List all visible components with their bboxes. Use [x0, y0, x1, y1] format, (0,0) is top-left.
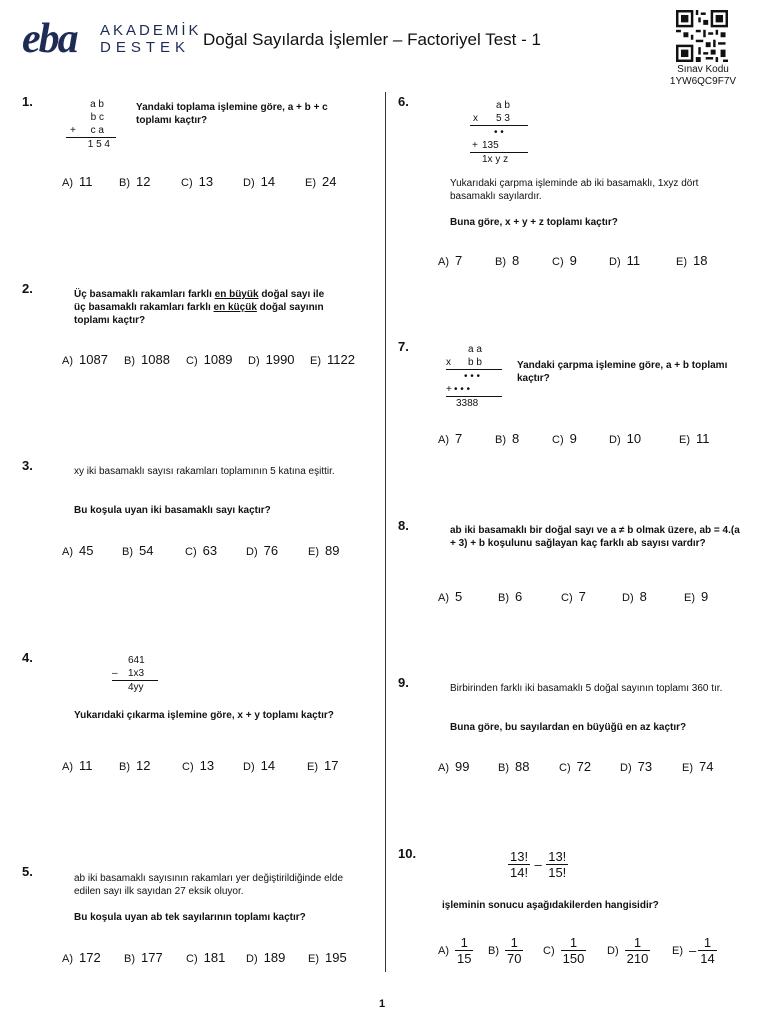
option-d[interactable]: D) 189	[246, 950, 286, 965]
minus-sign: –	[112, 668, 118, 679]
answer-options	[438, 253, 707, 268]
option-c[interactable]: C) 1089	[186, 352, 233, 367]
option-c[interactable]: C) 72	[559, 759, 592, 774]
question-number: 1.	[22, 94, 33, 109]
answer-options	[62, 950, 347, 965]
multiplication-figure	[470, 99, 528, 166]
question-text: Üç basamaklı rakamları farklı en büyük doğal sayı ile üç basamaklı rakamları farklı en küçük doğal sayının toplamı kaçtır?	[74, 289, 325, 326]
question-number: 3.	[22, 458, 33, 473]
option-c[interactable]: C) 7	[561, 589, 586, 604]
question-text: ab iki basamaklı bir doğal sayı ve a ≠ b olmak üzere, ab = 4.(a + 3) + b koşulunu sağlayan kaç farklı ab sayısı vardır?	[450, 525, 740, 549]
logo-line1: AKADEMİK	[100, 22, 202, 39]
times-sign: x	[446, 357, 451, 368]
fig-row: c a	[90, 125, 104, 136]
option-e[interactable]: E) 74	[682, 759, 714, 774]
question-number: 7.	[398, 339, 409, 354]
fig-row: b c	[90, 112, 104, 123]
fig-result: 1x y z	[470, 152, 528, 166]
option-d[interactable]: D) 76	[246, 543, 279, 558]
fraction: $\frac{13!}{14!}$	[510, 849, 529, 880]
fig-row: • • •	[446, 369, 502, 383]
option-c[interactable]: C) 63	[185, 543, 218, 558]
plus-sign: +	[446, 384, 452, 395]
answer-options	[62, 758, 338, 773]
fraction: $\frac{13!}{15!}$	[548, 849, 567, 880]
option-b[interactable]: B) 12	[119, 758, 151, 773]
fig-row: a b	[496, 100, 510, 111]
fig-row: 641	[128, 655, 145, 666]
question-ask: Bu koşula uyan ab tek sayılarının toplamı kaçtır?	[74, 912, 306, 923]
question-text: ab iki basamaklı sayısının rakamları yer değiştirildiğinde elde edilen sayı ilk sayıdan 27 eksik oluyor.	[74, 873, 344, 897]
logo-line2: DESTEK	[100, 39, 191, 56]
option-e[interactable]: E) 195	[308, 950, 347, 965]
fig-row: 5 3	[496, 113, 510, 124]
exam-code	[660, 64, 746, 88]
option-e[interactable]: E) 24	[305, 174, 337, 189]
option-d[interactable]: D) $\frac{1}{210}$	[607, 935, 649, 966]
fig-result: 1 5 4	[66, 137, 116, 151]
addition-figure	[66, 98, 116, 151]
option-d[interactable]: D) 10	[609, 431, 642, 446]
option-b[interactable]: B) $\frac{1}{70}$	[488, 935, 522, 966]
option-d[interactable]: D) 8	[622, 589, 647, 604]
question-number: 4.	[22, 650, 33, 665]
question-text: Birbirinden farklı iki basamaklı 5 doğal sayının toplamı 360 tır.	[450, 683, 723, 694]
option-b[interactable]: B) 12	[119, 174, 151, 189]
fig-row: • • •	[454, 384, 471, 395]
option-e[interactable]: E) 18	[676, 253, 708, 268]
question-number: 10.	[398, 846, 417, 861]
fig-row: • •	[470, 125, 528, 139]
option-e[interactable]: E) 11	[679, 431, 710, 446]
question-text: Yandaki çarpma işlemine göre, a + b toplamı kaçtır?	[517, 360, 728, 384]
option-c[interactable]: C) 181	[186, 950, 226, 965]
option-b[interactable]: B) 8	[495, 431, 520, 446]
option-a[interactable]: A) 99	[438, 759, 470, 774]
factorial-expression	[508, 849, 568, 880]
question-text: Yukarıdaki çarpma işleminde ab iki basamaklı, 1xyz dört basamaklı sayılardır.	[450, 178, 699, 202]
option-b[interactable]: B) 8	[495, 253, 520, 268]
answer-options	[62, 174, 336, 189]
exam-code-value: 1YW6QC9F7V	[669, 76, 737, 87]
option-c[interactable]: C) 13	[182, 758, 215, 773]
option-a[interactable]: A) 7	[438, 431, 463, 446]
question-number: 8.	[398, 518, 409, 533]
option-a[interactable]: A) 11	[62, 758, 93, 773]
subtraction-figure	[112, 654, 158, 694]
eba-logo: eba	[22, 16, 77, 62]
option-b[interactable]: B) 177	[124, 950, 163, 965]
question-ask: Bu koşula uyan iki basamaklı sayı kaçtır?	[74, 505, 271, 516]
option-e[interactable]: E) 9	[684, 589, 709, 604]
option-c[interactable]: C) 9	[552, 431, 577, 446]
answer-options	[62, 352, 355, 367]
question-number: 6.	[398, 94, 409, 109]
option-c[interactable]: C) $\frac{1}{150}$	[543, 935, 585, 966]
question-number: 2.	[22, 281, 33, 296]
question-text: Yukarıdaki çıkarma işlemine göre, x + y toplamı kaçtır?	[74, 710, 334, 721]
exam-code-label: Sınav Kodu	[677, 64, 729, 75]
option-d[interactable]: D) 11	[609, 253, 641, 268]
option-a[interactable]: A) 5	[438, 589, 463, 604]
fig-row: 1x3	[128, 668, 145, 679]
option-e[interactable]: E) 1122	[310, 352, 355, 367]
fig-row: a a	[468, 344, 482, 355]
question-ask: Buna göre, bu sayılardan en büyüğü en az kaçtır?	[450, 722, 687, 733]
option-c[interactable]: C) 9	[552, 253, 577, 268]
question-ask: Buna göre, x + y + z toplamı kaçtır?	[450, 217, 618, 228]
question-text: Yandaki toplama işlemine göre, a + b + c toplamı kaçtır?	[136, 102, 328, 126]
answer-options	[62, 543, 339, 558]
question-text: işleminin sonucu aşağıdakilerden hangisidir?	[442, 900, 659, 911]
option-d[interactable]: D) 73	[620, 759, 653, 774]
option-e[interactable]: E) 17	[307, 758, 339, 773]
multiplication-figure	[446, 343, 502, 410]
fig-result: 3388	[446, 396, 502, 410]
option-e[interactable]: E) – $\frac{1}{14}$	[672, 935, 715, 966]
question-number: 5.	[22, 864, 33, 879]
fig-row: b b	[468, 357, 482, 368]
answer-options	[438, 431, 710, 446]
fig-result: 4yy	[112, 680, 158, 694]
answer-options	[438, 589, 708, 604]
option-e[interactable]: E) 89	[308, 543, 340, 558]
logo-text	[100, 22, 202, 56]
option-b[interactable]: B) 88	[498, 759, 530, 774]
minus-sign: –	[534, 857, 542, 872]
answer-options	[438, 759, 713, 774]
option-a[interactable]: A) 172	[62, 950, 101, 965]
option-b[interactable]: B) 1088	[124, 352, 170, 367]
fig-row: 135	[482, 140, 499, 151]
plus-sign: +	[472, 140, 478, 151]
page-title: Doğal Sayılarda İşlemler – Factoriyel Test - 1	[203, 30, 541, 49]
option-c[interactable]: C) 13	[181, 174, 214, 189]
option-a[interactable]: A) 11	[62, 174, 93, 189]
times-sign: x	[473, 113, 478, 124]
column-divider	[385, 92, 386, 972]
option-b[interactable]: B) 54	[122, 543, 154, 558]
fig-row: a b	[90, 99, 104, 110]
plus-sign: +	[70, 125, 76, 136]
answer-options	[438, 935, 717, 966]
option-a[interactable]: A) 7	[438, 253, 463, 268]
option-d[interactable]: D) 14	[243, 174, 276, 189]
question-number: 9.	[398, 675, 409, 690]
option-a[interactable]: A) $\frac{1}{15}$	[438, 935, 472, 966]
qr-code-icon	[676, 10, 728, 62]
question-text: xy iki basamaklı sayısı rakamları toplamının 5 katına eşittir.	[74, 466, 335, 477]
option-a[interactable]: A) 45	[62, 543, 94, 558]
page-number: 1	[379, 998, 386, 1010]
option-b[interactable]: B) 6	[498, 589, 523, 604]
option-d[interactable]: D) 1990	[248, 352, 295, 367]
option-d[interactable]: D) 14	[243, 758, 276, 773]
option-a[interactable]: A) 1087	[62, 352, 108, 367]
